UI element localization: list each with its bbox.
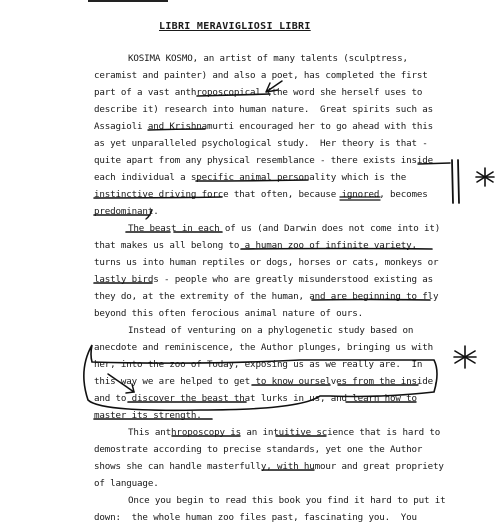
text-line: they do, at the extremity of the human, and are beginning to fly bbox=[94, 291, 439, 302]
text-line: This anthroposcopy is an intuitive science that is hard to bbox=[128, 427, 441, 438]
text-line: KOSIMA KOSMO, an artist of many talents (sculptress, bbox=[128, 53, 408, 64]
text-line: of language. bbox=[94, 478, 159, 489]
text-line: her, into the zoo of Today, exposing us as we really are. In bbox=[94, 359, 423, 370]
text-line: part of a vast anthroposcopical (the word she herself uses to bbox=[94, 87, 423, 98]
text-line: The beast in each of us (and Darwin does not come into it) bbox=[128, 223, 441, 234]
text-line: describe it) research into human nature. Great spirits such as bbox=[94, 104, 434, 115]
text-line: ceramist and painter) and also a poet, has completed the first bbox=[94, 70, 428, 81]
asterisk-icon bbox=[452, 344, 478, 370]
text-line: beyond this often ferocious animal nature of ours. bbox=[94, 308, 364, 319]
text-line: anecdote and reminiscence, the Author plunges, bringing us with bbox=[94, 342, 434, 353]
text-line: turns us into human reptiles or dogs, horses or cats, monkeys or bbox=[94, 257, 439, 268]
margin-bracket bbox=[452, 160, 459, 203]
text-line: Instead of venturing on a phylogenetic study based on bbox=[128, 325, 414, 336]
text-line: Once you begin to read this book you find it hard to put it bbox=[128, 495, 446, 506]
text-line: Assagioli and Krishnamurti encouraged her to go ahead with this bbox=[94, 121, 434, 132]
text-line: this way we are helped to get to know ourselves from the inside, bbox=[94, 376, 439, 387]
text-line: that makes us all belong to a human zoo of infinite variety, bbox=[94, 240, 417, 251]
page-title: LIBRI MERAVIGLIOSI LIBRI bbox=[159, 21, 311, 32]
text-line: predominant. bbox=[94, 206, 159, 217]
text-line: each individual a specific animal personality which is the bbox=[94, 172, 407, 183]
text-line: and to discover the beast that lurks in us, and learn how to bbox=[94, 393, 417, 404]
text-line: down: the whole human zoo files past, fascinating you. You bbox=[94, 512, 417, 523]
text-line: quite apart from any physical resemblance - there exists inside bbox=[94, 155, 434, 166]
top-rule bbox=[88, 0, 168, 2]
text-line: as yet unparalleled psychological study. Her theory is that - bbox=[94, 138, 428, 149]
text-line: lastly birds - people who are greatly misunderstood existing as bbox=[94, 274, 434, 285]
text-line: demostrate according to precise standards, yet one the Author bbox=[94, 444, 423, 455]
asterisk-icon bbox=[474, 166, 496, 188]
text-line: instinctive driving force that often, because ignored, becomes bbox=[94, 189, 428, 200]
text-line: master its strength. bbox=[94, 410, 202, 421]
text-line: shows she can handle masterfully, with humour and great propriety bbox=[94, 461, 444, 472]
